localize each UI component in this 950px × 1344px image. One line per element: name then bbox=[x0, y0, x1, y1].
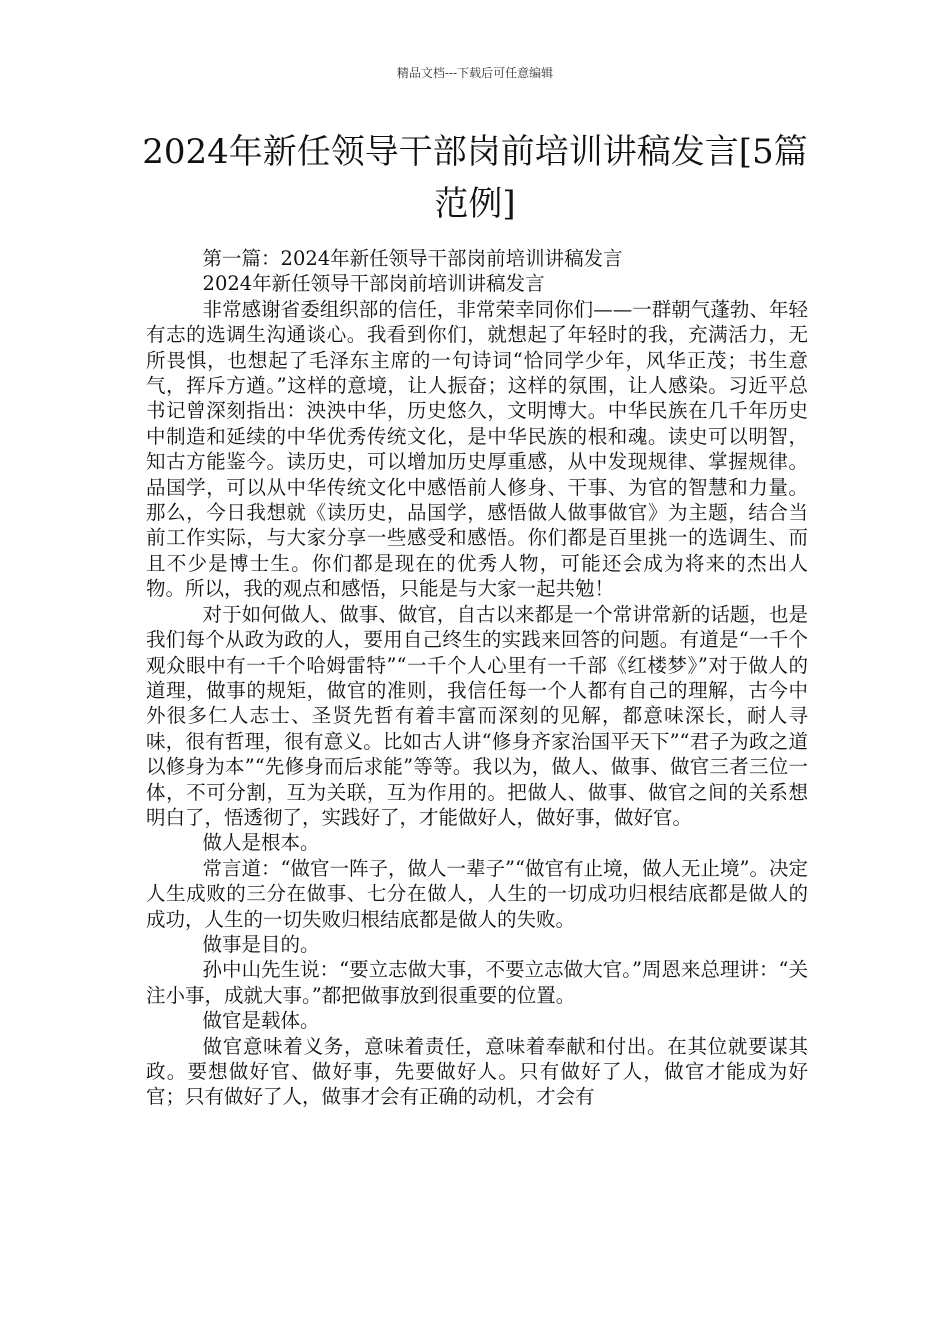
document-body bbox=[146, 246, 808, 1110]
paragraph: 做官是载体。 bbox=[202, 1009, 320, 1033]
section-heading: 第一篇：2024年新任领导干部岗前培训讲稿发言 bbox=[202, 247, 623, 270]
paragraph: 对于如何做人、做事、做官，自古以来都是一个常讲常新的话题，也是我们每个从政为政的人，要用自己终生的实践来回答的问题。有道是“一千个观众眼中有一千个哈姆雷特”“一千个人心里有一千部《红楼梦》”对于做人的道理，做事的规矩，做官的准则，我信任每一个人都有自己的理解，古今中外很多仁人志士、圣贤先哲有着丰富而深刻的见解，都意味深长，耐人寻味，很有哲理，很有意义。比如古人讲“修身齐家治国平天下”“君子为政之道以修身为本”“先修身而后求能”等等。我以为，做人、做事、做官三者三位一体，不可分割，互为关联，互为作用的。把做人、做事、做官之间的关系想明白了，悟透彻了，实践好了，才能做好人，做好事，做好官。 bbox=[146, 602, 808, 829]
document-title: 2024年新任领导干部岗前培训讲稿发言[5篇范例] bbox=[142, 132, 808, 224]
paragraph: 非常感谢省委组织部的信任，非常荣幸同你们——一群朝气蓬勃、年轻有志的选调生沟通谈心。我看到你们，就想起了年轻时的我，充满活力，无所畏惧，也想起了毛泽东主席的一句诗词“恰同学少年，风华正茂；书生意气，挥斥方遒。”这样的意境，让人振奋；这样的氛围，让人感染。习近平总书记曾深刻指出：泱泱中华，历史悠久，文明博大。中华民族在几千年历史中制造和延续的中华优秀传统文化，是中华民族的根和魂。读史可以明智，知古方能鉴今。读历史，可以增加历史厚重感，从中发现规律、掌握规律。品国学，可以从中华传统文化中感悟前人修身、干事、为官的智慧和力量。那么，今日我想就《读历史，品国学，感悟做人做事做官》为主题，结合当前工作实际，与大家分享一些感受和感悟。你们都是百里挑一的选调生、而且不少是博士生。你们都是现在的优秀人物，可能还会成为将来的杰出人物。所以，我的观点和感悟，只能是与大家一起共勉！ bbox=[146, 297, 808, 601]
paragraph: 做官意味着义务，意味着责任，意味着奉献和付出。在其位就要谋其政。要想做好官、做好事，先要做好人。只有做好了人，做官才能成为好官；只有做好了人，做事才会有正确的动机，才会有 bbox=[146, 1034, 808, 1109]
paragraph: 孙中山先生说：“要立志做大事，不要立志做大官。”周恩来总理讲：“关注小事，成就大事。”都把做事放到很重要的位置。 bbox=[146, 958, 808, 1007]
paragraph: 做人是根本。 bbox=[202, 831, 320, 855]
header-note: 精品文档---下载后可任意编辑 bbox=[396, 66, 554, 80]
paragraph: 常言道：“做官一阵子，做人一辈子”“做官有止境，做人无止境”。决定人生成败的三分在做事、七分在做人，人生的一切成功归根结底都是做人的成功，人生的一切失败归根结底都是做人的失败。 bbox=[146, 856, 808, 931]
paragraph: 做事是目的。 bbox=[202, 932, 320, 956]
speech-title: 2024年新任领导干部岗前培训讲稿发言 bbox=[202, 272, 545, 296]
